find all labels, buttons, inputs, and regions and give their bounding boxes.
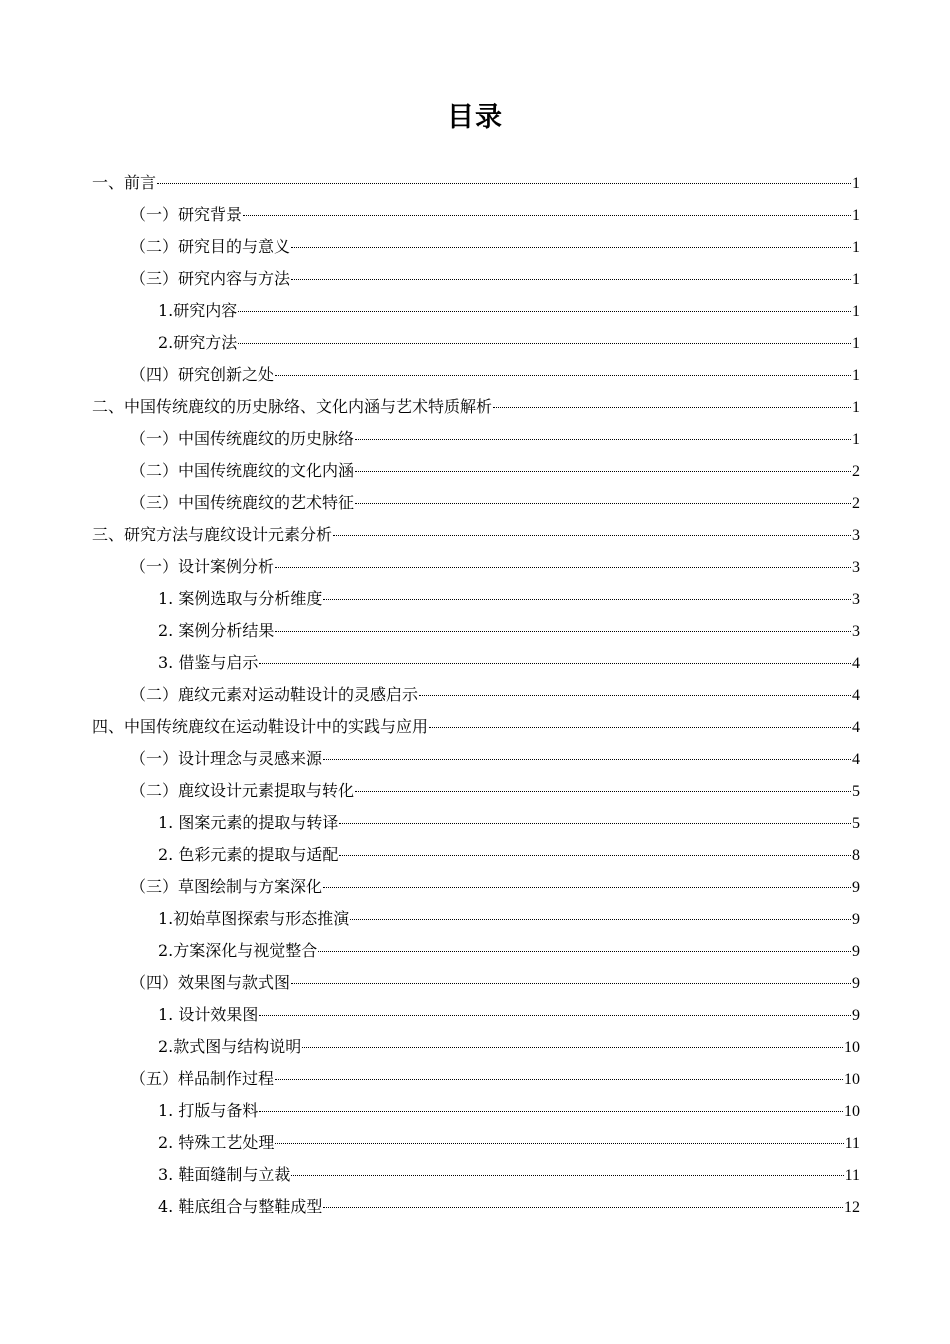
toc-entry-label: （二）中国传统鹿纹的文化内涵 (130, 461, 355, 480)
toc-entry[interactable] (92, 199, 860, 231)
toc-dot-leader (493, 407, 851, 408)
toc-page-number: 2 (852, 495, 860, 512)
toc-entry[interactable] (92, 519, 860, 551)
toc-page-number: 11 (844, 1167, 860, 1184)
toc-dot-leader (323, 1207, 843, 1208)
toc-entry[interactable] (92, 935, 860, 967)
toc-dot-leader (291, 247, 851, 248)
toc-dot-leader (275, 375, 851, 376)
toc-entry-label: 3. 借鉴与启示 (158, 653, 259, 672)
table-of-contents (92, 167, 860, 1223)
toc-entry-label: （二）鹿纹元素对运动鞋设计的灵感启示 (130, 685, 419, 704)
toc-entry-label: 2.方案深化与视觉整合 (158, 941, 318, 960)
toc-entry-label: 2. 特殊工艺处理 (158, 1133, 275, 1152)
toc-page-number: 1 (852, 207, 860, 224)
toc-page-number: 8 (852, 847, 860, 864)
toc-page-number: 9 (852, 879, 860, 896)
toc-dot-leader (259, 1111, 843, 1112)
page-title: 目录 (447, 102, 503, 133)
toc-entry-label: （二）鹿纹设计元素提取与转化 (130, 781, 355, 800)
toc-dot-leader (238, 311, 851, 312)
toc-entry-label: 1. 案例选取与分析维度 (158, 589, 323, 608)
toc-entry[interactable] (92, 1031, 860, 1063)
toc-entry[interactable] (92, 775, 860, 807)
toc-entry[interactable] (92, 743, 860, 775)
toc-dot-leader (350, 919, 851, 920)
toc-dot-leader (318, 951, 851, 952)
toc-page-number: 9 (852, 943, 860, 960)
toc-page-number: 1 (852, 399, 860, 416)
toc-entry[interactable] (92, 583, 860, 615)
toc-page-number: 9 (852, 911, 860, 928)
toc-dot-leader (355, 471, 851, 472)
toc-dot-leader (275, 567, 851, 568)
toc-entry-label: 三、研究方法与鹿纹设计元素分析 (92, 525, 333, 544)
toc-entry[interactable] (92, 455, 860, 487)
toc-page-number: 10 (844, 1103, 860, 1120)
toc-entry-label: （三）研究内容与方法 (130, 269, 291, 288)
toc-page-number: 4 (852, 719, 860, 736)
toc-entry[interactable] (92, 999, 860, 1031)
toc-dot-leader (275, 1079, 843, 1080)
toc-dot-leader (259, 663, 851, 664)
toc-dot-leader (355, 439, 851, 440)
toc-page-number: 1 (852, 303, 860, 320)
toc-entry-label: 2. 色彩元素的提取与适配 (158, 845, 339, 864)
toc-page-number: 1 (852, 271, 860, 288)
toc-page-number: 4 (852, 687, 860, 704)
toc-dot-leader (355, 503, 851, 504)
toc-dot-leader (291, 279, 851, 280)
toc-dot-leader (259, 1015, 851, 1016)
toc-page-number: 3 (852, 591, 860, 608)
toc-page-number: 12 (844, 1199, 860, 1216)
toc-dot-leader (323, 759, 851, 760)
toc-entry[interactable] (92, 1191, 860, 1223)
toc-entry-label: 2.研究方法 (158, 333, 238, 352)
toc-entry[interactable] (92, 551, 860, 583)
toc-dot-leader (291, 983, 851, 984)
toc-entry[interactable] (92, 487, 860, 519)
toc-entry-label: 3. 鞋面缝制与立裁 (158, 1165, 291, 1184)
toc-entry-label: （四）效果图与款式图 (130, 973, 291, 992)
toc-entry[interactable] (92, 839, 860, 871)
toc-page-number: 4 (852, 751, 860, 768)
toc-page-number: 2 (852, 463, 860, 480)
toc-entry-label: （一）中国传统鹿纹的历史脉络 (130, 429, 355, 448)
toc-entry-label: 1. 图案元素的提取与转译 (158, 813, 339, 832)
toc-page-number: 1 (852, 175, 860, 192)
toc-dot-leader (323, 887, 851, 888)
toc-entry[interactable] (92, 1095, 860, 1127)
toc-entry-label: 2.款式图与结构说明 (158, 1037, 302, 1056)
toc-entry-label: （一）设计理念与灵感来源 (130, 749, 323, 768)
toc-entry[interactable] (92, 231, 860, 263)
toc-entry[interactable] (92, 807, 860, 839)
toc-page-number: 9 (852, 975, 860, 992)
toc-dot-leader (419, 695, 851, 696)
toc-entry-label: 1.初始草图探索与形态推演 (158, 909, 350, 928)
toc-entry[interactable] (92, 423, 860, 455)
toc-entry[interactable] (92, 679, 860, 711)
toc-page-number: 1 (852, 431, 860, 448)
toc-entry[interactable] (92, 391, 860, 423)
toc-entry-label: （三）中国传统鹿纹的艺术特征 (130, 493, 355, 512)
toc-page-number: 3 (852, 623, 860, 640)
toc-entry-label: （五）样品制作过程 (130, 1069, 275, 1088)
toc-entry-label: （一）研究背景 (130, 205, 243, 224)
toc-dot-leader (157, 183, 851, 184)
toc-entry[interactable] (92, 967, 860, 999)
toc-dot-leader (339, 823, 851, 824)
toc-entry[interactable] (92, 903, 860, 935)
toc-dot-leader (275, 1143, 843, 1144)
toc-page-number: 1 (852, 239, 860, 256)
toc-page-number: 3 (852, 559, 860, 576)
toc-entry[interactable] (92, 615, 860, 647)
toc-entry-label: 一、前言 (92, 173, 157, 192)
toc-dot-leader (275, 631, 851, 632)
toc-entry[interactable] (92, 327, 860, 359)
toc-entry-label: 2. 案例分析结果 (158, 621, 275, 640)
toc-page-number: 10 (844, 1039, 860, 1056)
toc-dot-leader (291, 1175, 843, 1176)
toc-entry[interactable] (92, 295, 860, 327)
toc-dot-leader (429, 727, 851, 728)
toc-entry[interactable] (92, 871, 860, 903)
toc-entry[interactable] (92, 1063, 860, 1095)
toc-entry-label: 1. 设计效果图 (158, 1005, 259, 1024)
toc-entry-label: 四、中国传统鹿纹在运动鞋设计中的实践与应用 (92, 717, 429, 736)
toc-dot-leader (323, 599, 851, 600)
toc-dot-leader (355, 791, 851, 792)
toc-page-number: 4 (852, 655, 860, 672)
toc-page-number: 11 (844, 1135, 860, 1152)
toc-dot-leader (333, 535, 851, 536)
toc-entry-label: （三）草图绘制与方案深化 (130, 877, 323, 896)
toc-entry[interactable] (92, 711, 860, 743)
toc-page-number: 9 (852, 1007, 860, 1024)
toc-dot-leader (302, 1047, 843, 1048)
toc-entry[interactable] (92, 359, 860, 391)
toc-entry-label: （四）研究创新之处 (130, 365, 275, 384)
toc-dot-leader (243, 215, 851, 216)
toc-page-number: 3 (852, 527, 860, 544)
toc-entry[interactable] (92, 1159, 860, 1191)
toc-entry-label: （一）设计案例分析 (130, 557, 275, 576)
toc-entry[interactable] (92, 1127, 860, 1159)
toc-page-number: 5 (852, 815, 860, 832)
toc-entry-label: 1.研究内容 (158, 301, 238, 320)
toc-dot-leader (238, 343, 851, 344)
toc-page-number: 5 (852, 783, 860, 800)
toc-page-number: 1 (852, 367, 860, 384)
toc-page-number: 1 (852, 335, 860, 352)
toc-entry-label: 4. 鞋底组合与整鞋成型 (158, 1197, 323, 1216)
toc-entry[interactable] (92, 647, 860, 679)
toc-entry-label: 1. 打版与备料 (158, 1101, 259, 1120)
toc-entry-label: 二、中国传统鹿纹的历史脉络、文化内涵与艺术特质解析 (92, 397, 493, 416)
toc-page-number: 10 (844, 1071, 860, 1088)
toc-entry[interactable] (92, 167, 860, 199)
toc-dot-leader (339, 855, 851, 856)
toc-entry[interactable] (92, 263, 860, 295)
toc-entry-label: （二）研究目的与意义 (130, 237, 291, 256)
